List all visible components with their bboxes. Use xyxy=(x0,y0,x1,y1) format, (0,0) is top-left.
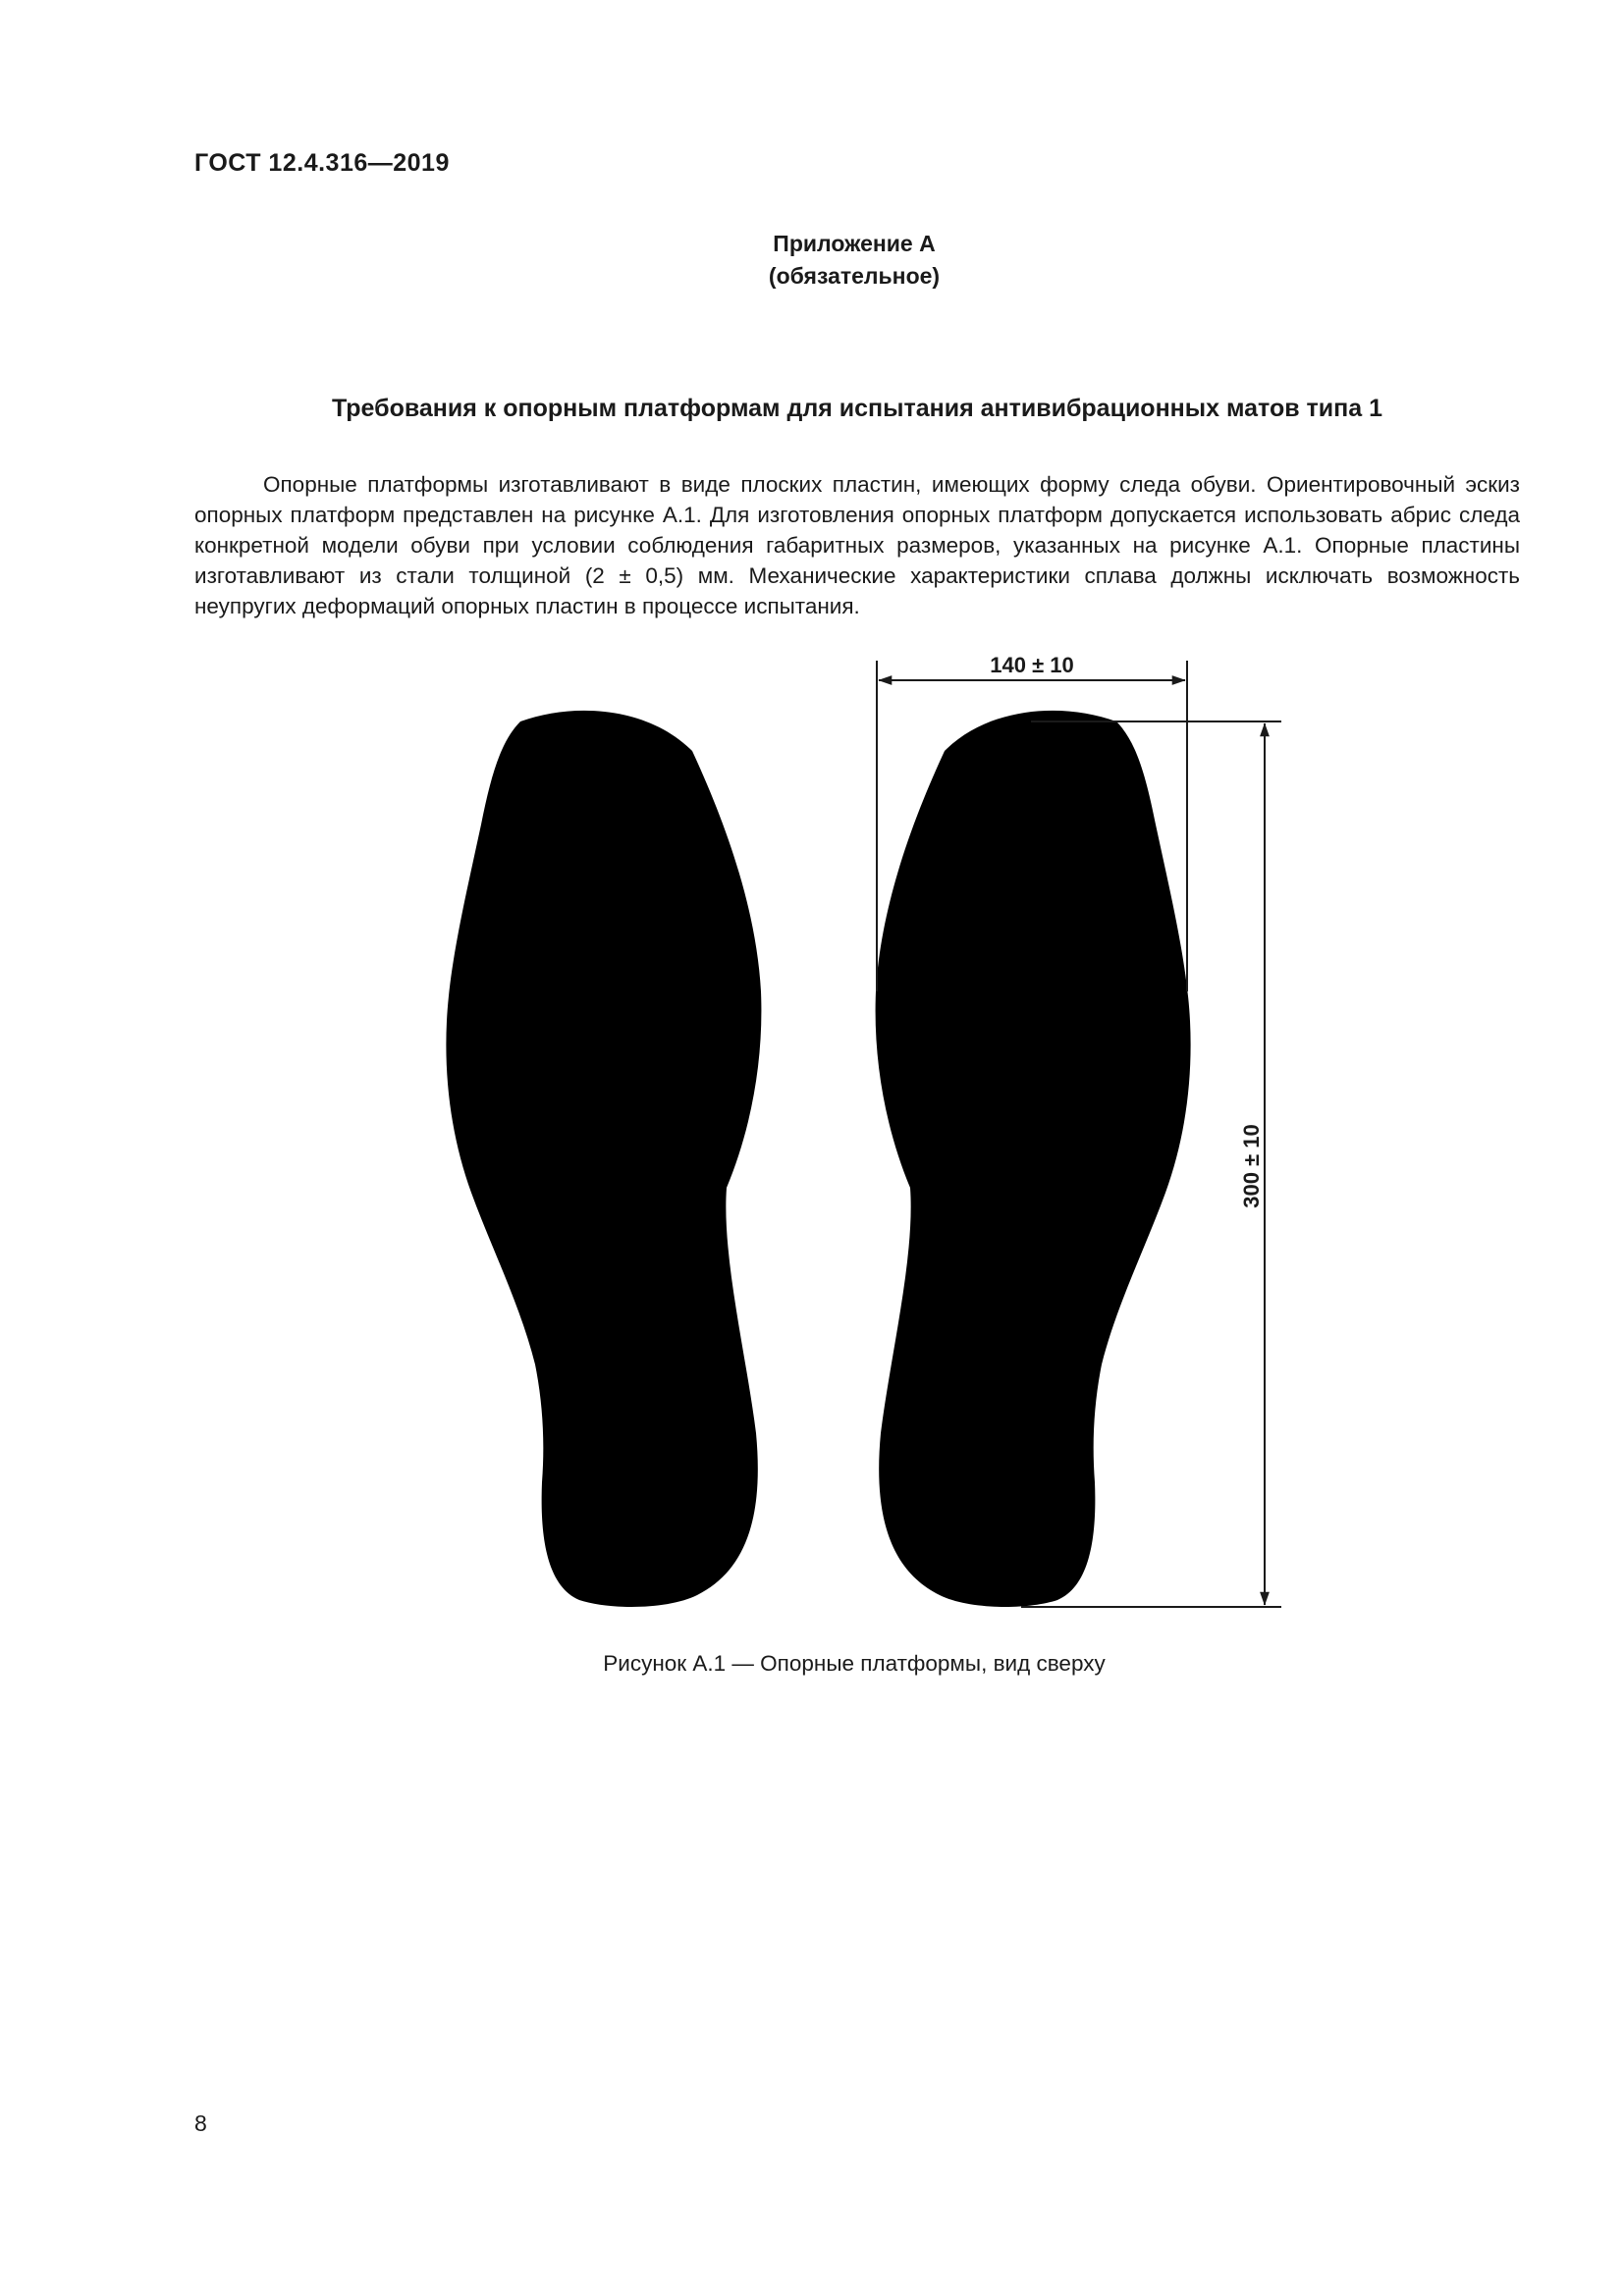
length-dimension-label: 300 ± 10 xyxy=(1239,1124,1264,1208)
left-sole-platform xyxy=(446,711,761,1607)
appendix-status: (обязательное) xyxy=(768,263,941,289)
width-dimension-label: 140 ± 10 xyxy=(990,653,1074,677)
figure-caption: Рисунок А.1 — Опорные платформы, вид сверху xyxy=(603,1651,1106,1676)
document-code: ГОСТ 12.4.316—2019 xyxy=(194,149,450,177)
page-number: 8 xyxy=(194,2110,207,2136)
section-title: Требования к опорным платформам для испытания антивибрационных матов типа 1 xyxy=(331,395,1383,422)
right-sole-platform xyxy=(876,711,1191,1607)
body-paragraph: Опорные платформы изготавливают в виде плоских пластин, имеющих форму следа обуви. Ориентировочный эскиз опорных платформ представлен на рисунке А.1. Для изготовления опорных платформ допускается использовать абрис следа конкретной модели обуви при условии соблюдения габаритных размеров, указанных на рисунке А.1. Опорные пластины изготавливают из стали толщиной (2 ± 0,5) мм. Механические характеристики сплава должны исключать возможность неупругих деформаций опорных пластин в процессе испытания. xyxy=(194,472,1520,618)
appendix-title: Приложение А xyxy=(773,231,936,256)
